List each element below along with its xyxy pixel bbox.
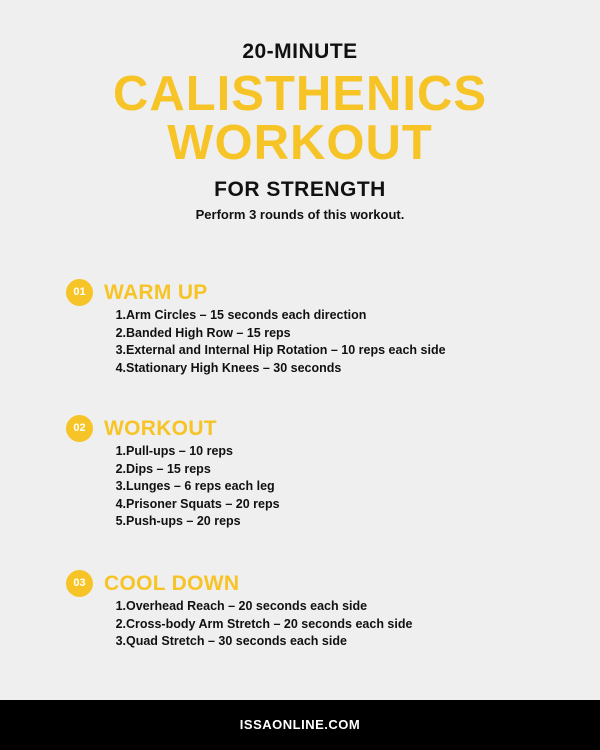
list-item-number: 3. bbox=[115, 634, 126, 648]
list-item-text: Pull-ups – 10 reps bbox=[126, 444, 233, 458]
section-title: WORKOUT bbox=[104, 417, 217, 440]
list-item bbox=[112, 616, 566, 634]
list-item bbox=[112, 360, 566, 378]
section-title: COOL DOWN bbox=[104, 572, 240, 595]
main-title-line-2: WORKOUT bbox=[167, 116, 433, 170]
list-item bbox=[112, 443, 566, 461]
list-item-number: 1. bbox=[115, 599, 126, 613]
list-item-number: 2. bbox=[115, 461, 126, 476]
list-item bbox=[112, 633, 566, 651]
poster-header bbox=[0, 40, 600, 202]
list-item bbox=[112, 461, 566, 479]
list-item bbox=[112, 325, 566, 343]
list-item-text: Lunges – 6 reps each leg bbox=[126, 479, 275, 493]
section-number-badge: 01 bbox=[66, 279, 93, 306]
main-title-line-1: CALISTHENICS bbox=[112, 67, 488, 121]
pre-title: 20-MINUTE bbox=[242, 40, 358, 63]
list-item-number: 4. bbox=[115, 360, 126, 375]
section-header bbox=[66, 279, 566, 307]
list-item bbox=[112, 307, 566, 325]
section-cool-down bbox=[66, 570, 566, 651]
section-workout bbox=[66, 415, 566, 531]
list-item bbox=[112, 342, 566, 360]
list-item-number: 4. bbox=[115, 496, 126, 511]
footer-site-link[interactable]: ISSAONLINE.COM bbox=[239, 717, 361, 732]
list-item-text: External and Internal Hip Rotation – 10 reps each side bbox=[126, 343, 446, 357]
list-item-number: 1. bbox=[115, 308, 126, 322]
footer-bar bbox=[0, 700, 600, 750]
list-item-number: 1. bbox=[115, 444, 126, 458]
sub-title: FOR STRENGTH bbox=[214, 178, 386, 201]
section-header bbox=[66, 415, 566, 443]
list-item-number: 3. bbox=[115, 343, 126, 357]
list-item bbox=[112, 598, 566, 616]
list-item-number: 2. bbox=[115, 325, 126, 340]
list-item-number: 5. bbox=[115, 514, 126, 528]
list-item-text: Push-ups – 20 reps bbox=[126, 514, 241, 528]
list-item bbox=[112, 513, 566, 531]
main-title bbox=[0, 67, 600, 170]
intro-text: Perform 3 rounds of this workout. bbox=[195, 207, 405, 222]
section-number-badge: 02 bbox=[66, 415, 93, 442]
section-number-badge: 03 bbox=[66, 570, 93, 597]
list-item-text: Stationary High Knees – 30 seconds bbox=[126, 360, 342, 375]
section-title: WARM UP bbox=[104, 281, 208, 304]
exercise-list bbox=[66, 598, 566, 651]
list-item-text: Dips – 15 reps bbox=[126, 461, 211, 476]
list-item-text: Banded High Row – 15 reps bbox=[126, 325, 291, 340]
list-item-number: 2. bbox=[115, 616, 126, 631]
list-item-text: Quad Stretch – 30 seconds each side bbox=[126, 634, 347, 648]
list-item-text: Overhead Reach – 20 seconds each side bbox=[126, 599, 368, 613]
section-warm-up bbox=[66, 279, 566, 377]
list-item bbox=[112, 478, 566, 496]
list-item-text: Arm Circles – 15 seconds each direction bbox=[126, 308, 367, 322]
list-item-number: 3. bbox=[115, 479, 126, 493]
exercise-list bbox=[66, 443, 566, 531]
list-item bbox=[112, 496, 566, 514]
list-item-text: Cross-body Arm Stretch – 20 seconds each side bbox=[126, 616, 413, 631]
exercise-list bbox=[66, 307, 566, 377]
list-item-text: Prisoner Squats – 20 reps bbox=[126, 496, 280, 511]
section-header bbox=[66, 570, 566, 598]
